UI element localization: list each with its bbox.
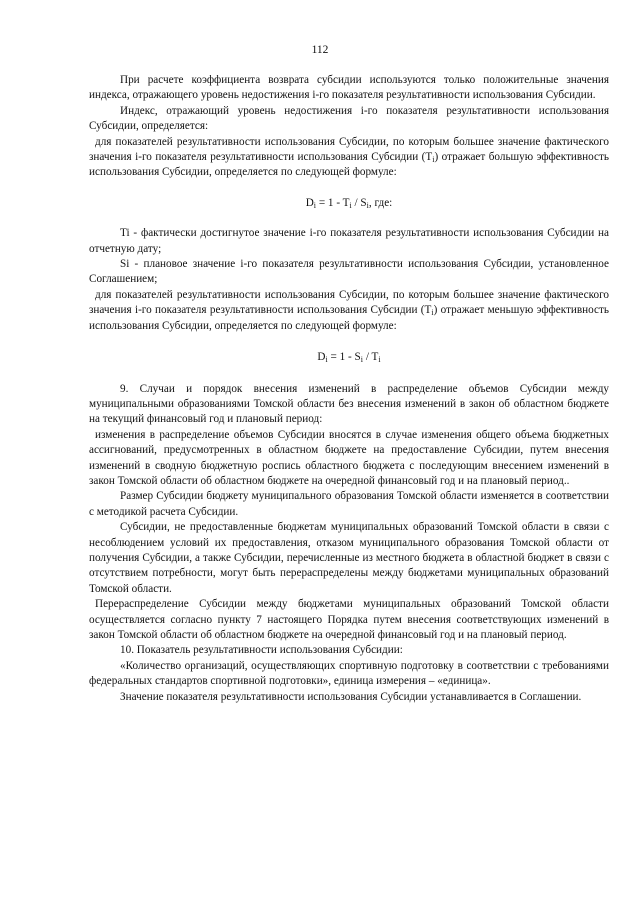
paragraph-section-9: 9. Случаи и порядок внесения изменений в распределение объемов Субсидии между муниципальными образованиями Томской области без внесения изменений в закон об областном бюджете на текущий финансовый год и плановый период:: [89, 382, 609, 426]
subscript: i: [313, 200, 317, 210]
text-part: для показателей результативности использования Субсидии, по которым большее значение фактического значения i-го показателя результативности использования Субсидии (T: [89, 135, 609, 164]
paragraph-positive-index: При расчете коэффициента возврата субсидии используются только положительные значения индекса, отражающего уровень недостижения i-го показателя результативности использования Субсидии.: [89, 74, 609, 102]
paragraph-greater-better: [89, 135, 609, 181]
subscript: i: [325, 355, 328, 365]
text-part: ) отражает меньшую эффективность использования Субсидии, определяется по следующей формуле:: [89, 304, 609, 332]
formula-2: [89, 350, 609, 365]
text-part: для показателей результативности использования Субсидии, по которым большее значение фактического значения i-го показателя результативности использования Субсидии (T: [89, 288, 609, 317]
paragraph-changes: изменения в распределение объемов Субсидии вносятся в случае изменения общего объема бюджетных ассигнований, предусмотренных в областном бюджете на предоставление Субсидии, путем внесения изменений в сводную бюджетную роспись областного бюджета с последующим внесением изменений в закон Томской области об областном бюджете на очередной финансовый год и на плановый период..: [89, 428, 609, 487]
formula-part: = 1 - S: [327, 351, 361, 364]
paragraph-subsidy-size: Размер Субсидии бюджету муниципального образования Томской области изменяется в соответствии с методикой расчета Субсидии.: [89, 490, 609, 518]
paragraph-index-definition: Индекс, отражающий уровень недостижения i-го показателя результативности использования Субсидии, определяется:: [89, 104, 609, 133]
paragraph-greater-worse: [89, 288, 609, 334]
subscript: i: [360, 355, 364, 365]
paragraph-redistribution: Перераспределение Субсидии между бюджетами муниципальных образований Томской области осуществляется согласно пункту 7 настоящего Порядка путем внесения соответствующих изменений в закон Томской области об областном бюджете на очередной финансовый год и на плановый период.: [89, 598, 609, 641]
formula-part: = 1 - T: [316, 196, 350, 209]
page-number: 112: [311, 44, 329, 56]
document-body: [89, 73, 609, 705]
formula-lhs: D: [305, 196, 314, 209]
subscript: i: [432, 155, 435, 165]
subscript: i: [378, 355, 381, 365]
subscript: i: [431, 308, 434, 318]
formula-part: , где:: [368, 196, 393, 209]
paragraph-indicator: «Количество организаций, осуществляющих спортивную подготовку в соответствии с требованиями федеральных стандартов спортивной подготовки», единица измерения – «единица».: [89, 659, 609, 688]
formula-lhs: D: [317, 351, 326, 364]
paragraph-si-definition: Si - плановое значение i-го показателя результативности использования Субсидии, установленное Соглашением;: [89, 258, 609, 286]
formula-1: [89, 196, 609, 211]
paragraph-section-10: 10. Показатель результативности использования Субсидии:: [120, 644, 403, 657]
paragraph-agreement: Значение показателя результативности использования Субсидии устанавливается в Соглашении.: [120, 690, 582, 703]
paragraph-unused-subsidies: Субсидии, не предоставленные бюджетам муниципальных образований Томской области в связи с несоблюдением условий их предоставления, отказом муниципального образования Томской области от получения Субсидии, а также Субсидии, перечисленные из местного бюджета в областной бюджет в связи с отсутствием потребности, могут быть перераспределены между бюджетами муниципальных образований Томской области.: [89, 521, 609, 595]
subscript: i: [366, 200, 369, 210]
text-part: ) отражает большую эффективность использования Субсидии, определяется по следующей формуле:: [89, 151, 609, 179]
formula-part: / T: [363, 351, 379, 364]
formula-part: / S: [351, 196, 367, 209]
subscript: i: [349, 200, 352, 210]
paragraph-ti-definition: Ti - фактически достигнутое значение i-го показателя результативности использования Субсидии на отчетную дату;: [89, 227, 609, 255]
